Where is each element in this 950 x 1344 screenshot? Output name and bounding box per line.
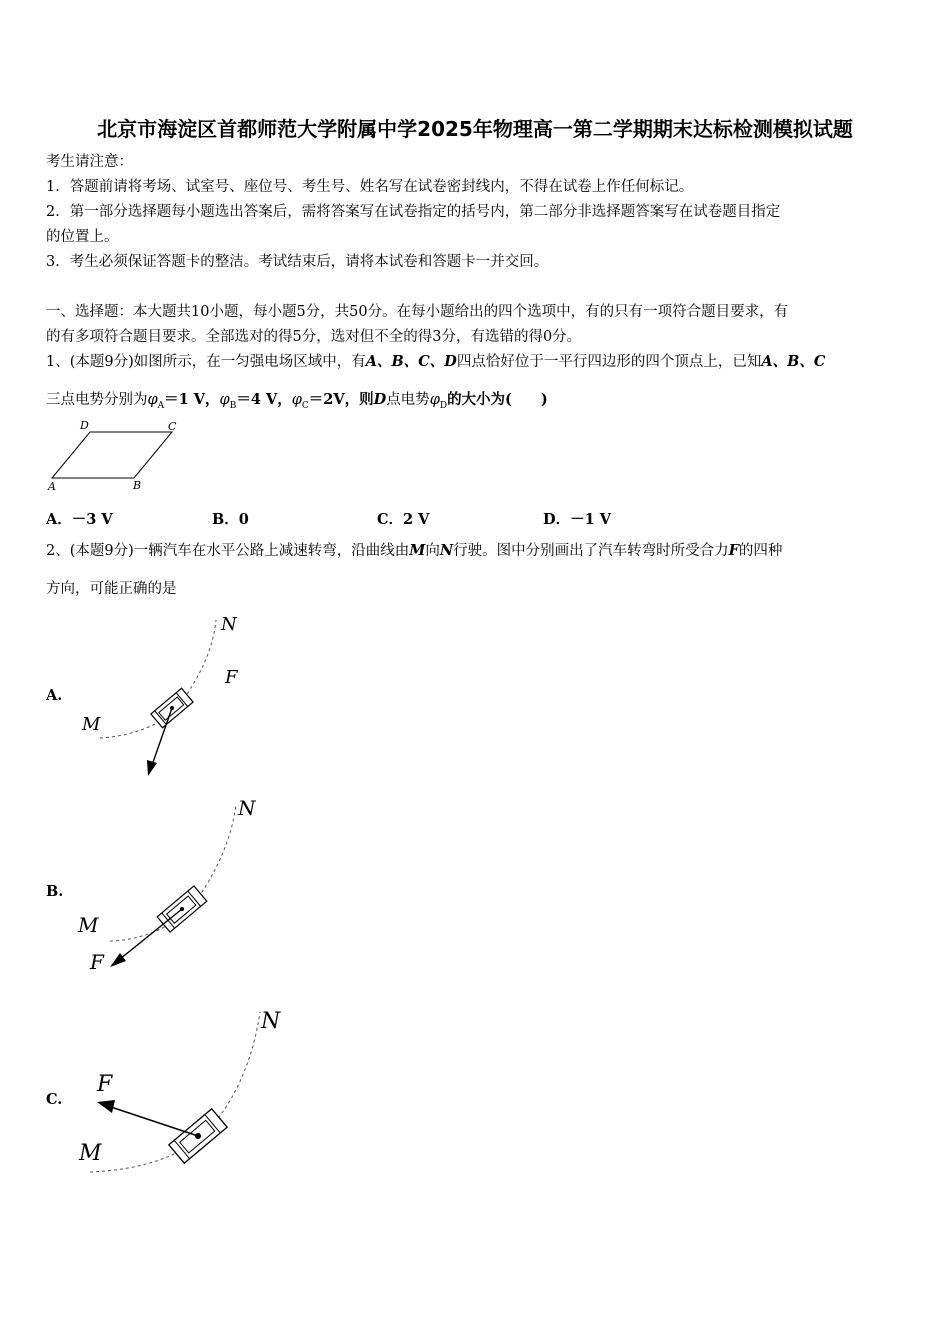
fig-c-m: M: [79, 1141, 102, 1166]
q1-option-a[interactable]: A．－3 V: [46, 511, 113, 528]
fig-a-m: M: [82, 714, 101, 735]
phi-a: φ: [147, 392, 158, 408]
q2-m: M: [409, 542, 426, 559]
q2-option-a-label[interactable]: A.: [46, 687, 63, 704]
q1-line2-a: 三点电势分别为: [46, 392, 148, 408]
phi-d: φ: [429, 392, 440, 408]
q1-points-abcd: A、B、C、D: [365, 353, 457, 370]
fig-b-f: F: [90, 950, 104, 974]
label-b: B: [133, 479, 142, 492]
q1-option-b[interactable]: B．0: [212, 511, 249, 528]
phi-b-val: ＝4 V，: [236, 391, 292, 408]
section1-intro-2: 的有多项符合题目要求。全部选对的得5分，选对但不全的得3分，有选错的得0分。: [46, 329, 582, 345]
q1-stem-line2: [46, 390, 908, 416]
notice-item-2-cont: 的位置上。: [46, 229, 119, 245]
q2-stem-d: 的四种: [738, 543, 783, 559]
q2-figure-b: [70, 795, 270, 980]
phi-c: φ: [291, 392, 302, 408]
label-c: C: [168, 420, 177, 433]
fig-b-n: N: [238, 796, 256, 820]
notice-item-2: 2．第一部分选择题每小题选出答案后，需将答案写在试卷指定的括号内，第二部分非选择题答案写在试卷题目指定: [46, 204, 781, 220]
phi-a-val: ＝1 V，: [164, 391, 220, 408]
q1-stem-b: 四点恰好位于一平行四边形的四个顶点上，已知: [456, 354, 762, 370]
q1-line2-c: 的大小为( ): [447, 391, 548, 408]
section1-intro-1: 一、选择题：本大题共10小题，每小题5分，共50分。在每小题给出的四个选项中，有的只有一项符合题目要求，有: [46, 304, 789, 320]
label-d: D: [80, 419, 89, 432]
phi-d-sub: D: [439, 400, 448, 411]
q2-figure-a: [75, 610, 255, 785]
q2-stem-c: 行驶。图中分别画出了汽车转弯时所受合力: [453, 543, 729, 559]
parallelogram-figure: [44, 418, 194, 496]
fig-c-f: F: [97, 1072, 113, 1097]
q2-stem-line2: 方向，可能正确的是: [46, 581, 177, 597]
phi-a-sub: A: [157, 400, 165, 411]
q2-option-c-label[interactable]: C.: [46, 1091, 63, 1108]
fig-a-f: F: [225, 667, 238, 688]
notice-item-3: 3．考生必须保证答题卡的整洁。考试结束后，请将本试卷和答题卡一并交回。: [46, 254, 549, 270]
q1-option-c[interactable]: C．2 V: [377, 511, 430, 528]
q2-stem-b: 向: [425, 543, 440, 559]
q2-f: F: [728, 542, 739, 559]
phi-c-val: ＝2V，则: [308, 391, 374, 408]
q2-option-b-label[interactable]: B.: [46, 883, 64, 900]
notice-item-1: 1．答题前请将考场、试室号、座位号、考生号、姓名写在试卷密封线内，不得在试卷上作任何标记。: [46, 179, 694, 195]
fig-c-n: N: [261, 1009, 281, 1034]
page-title: 北京市海淀区首都师范大学附属中学2025年物理高一第二学期期末达标检测模拟试题: [97, 117, 853, 141]
phi-c-sub: C: [301, 400, 309, 411]
point-d: D: [373, 391, 387, 408]
q1-stem-line1: [46, 352, 908, 372]
q2-stem-line1: [46, 541, 908, 561]
fig-a-n: N: [221, 614, 237, 635]
q2-figure-c: [75, 1000, 295, 1185]
fig-b-m: M: [78, 913, 99, 937]
q2-n: N: [439, 542, 454, 559]
q1-line2-b: 点电势: [386, 392, 430, 408]
notice-heading: 考生请注意：: [46, 154, 133, 170]
q1-points-abc: A、B、C: [761, 353, 826, 370]
phi-b-sub: B: [229, 400, 237, 411]
q1-stem-a: 1、(本题9分)如图所示，在一匀强电场区域中，有: [46, 354, 366, 370]
q2-stem-a: 2、(本题9分)一辆汽车在水平公路上减速转弯，沿曲线由: [46, 543, 410, 559]
phi-b: φ: [219, 392, 230, 408]
label-a: A: [48, 480, 56, 493]
q1-option-d[interactable]: D．－1 V: [543, 511, 611, 528]
